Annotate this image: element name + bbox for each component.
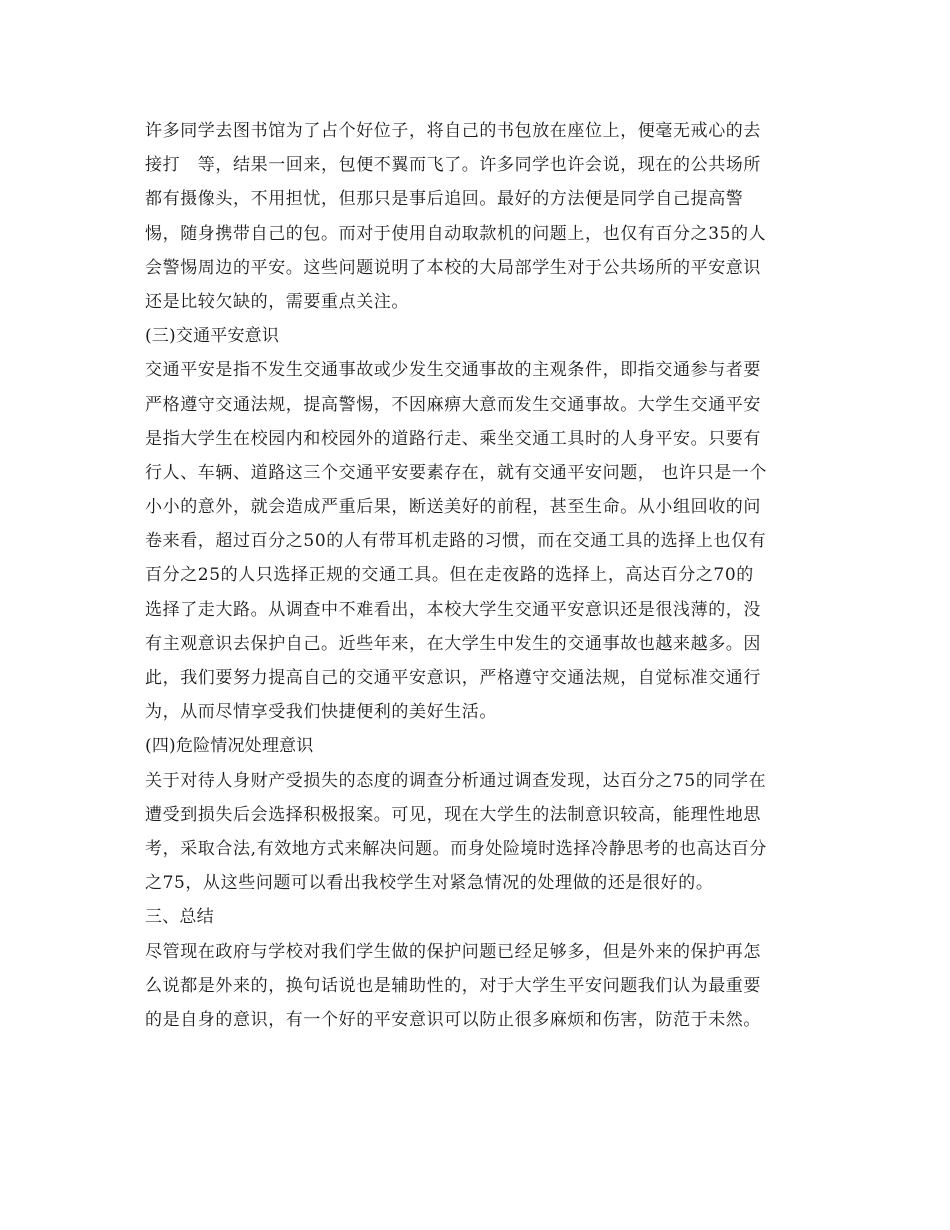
text-line: 之75，从这些问题可以看出我校学生对紧急情况的处理做的还是很好的。 xyxy=(145,873,714,894)
text-line: 的是自身的意识，有一个好的平安意识可以防止很多麻烦和伤害，防范于未然。 xyxy=(145,1009,761,1030)
text-line: 关于对待人身财产受损失的态度的调查分析通过调查发现，达百分之75的同学在 xyxy=(145,770,767,791)
section-heading-traffic-safety: (三)交通平安意识 xyxy=(145,326,280,347)
text-line: 都有摄像头，不用担忧，但那只是事后追回。最好的方法便是同学自己提高警 xyxy=(145,189,744,210)
text-line: 选择了走大路。从调查中不难看出，本校大学生交通平安意识还是很浅薄的，没 xyxy=(145,599,761,620)
section-heading-summary: 三、总结 xyxy=(145,907,214,928)
text-line: 尽管现在政府与学校对我们学生做的保护问题已经足够多，但是外来的保护再怎 xyxy=(145,941,761,962)
text-line: 接打 等，结果一回来，包便不翼而飞了。许多同学也许会说，现在的公共场所 xyxy=(145,155,761,176)
text-line: 有主观意识去保护自己。近些年来，在大学生中发生的交通事故也越来越多。因 xyxy=(145,633,761,654)
section-heading-danger-handling: (四)危险情况处理意识 xyxy=(145,736,314,757)
text-line: 此，我们要努力提高自己的交通平安意识，严格遵守交通法规，自觉标准交通行 xyxy=(145,668,761,688)
text-line: 遭受到损失后会选择积极报案。可见，现在大学生的法制意识较高，能理性地思 xyxy=(145,804,761,825)
text-line: 卷来看，超过百分之50的人有带耳机走路的习惯，而在交通工具的选择上也仅有 xyxy=(145,531,767,552)
text-line: 会警惕周边的平安。这些问题说明了本校的大局部学生对于公共场所的平安意识 xyxy=(145,257,761,278)
text-line: 么说都是外来的，换句话说也是辅助性的，对于大学生平安问题我们认为最重要 xyxy=(145,975,761,996)
text-line: 严格遵守交通法规，提高警惕，不因麻痹大意而发生交通事故。大学生交通平安 xyxy=(145,394,761,415)
text-line: 许多同学去图书馆为了占个好位子，将自己的书包放在座位上，便毫无戒心的去 xyxy=(145,121,761,141)
text-line: 是指大学生在校园内和校园外的道路行走、乘坐交通工具时的人身平安。只要有 xyxy=(145,428,761,449)
text-line: 行人、车辆、道路这三个交通平安要素存在，就有交通平安问题， 也许只是一个 xyxy=(145,462,768,483)
text-line: 小小的意外，就会造成严重后果，断送美好的前程，甚至生命。从小组回收的问 xyxy=(145,497,761,518)
text-line: 交通平安是指不发生交通事故或少发生交通事故的主观条件，即指交通参与者要 xyxy=(145,360,761,381)
text-line: 考，采取合法,有效地方式来解决问题。而身处险境时选择冷静思考的也高达百分 xyxy=(145,838,768,859)
document-body xyxy=(145,114,810,1037)
text-line: 百分之25的人只选择正规的交通工具。但在走夜路的选择上，高达百分之70的 xyxy=(145,565,754,586)
text-line: 还是比较欠缺的，需要重点关注。 xyxy=(145,291,409,312)
text-line: 惕，随身携带自己的包。而对于使用自动取款机的问题上，也仅有百分之35的人 xyxy=(145,223,767,244)
text-line: 为，从而尽情享受我们快捷便利的美好生活。 xyxy=(145,702,497,723)
